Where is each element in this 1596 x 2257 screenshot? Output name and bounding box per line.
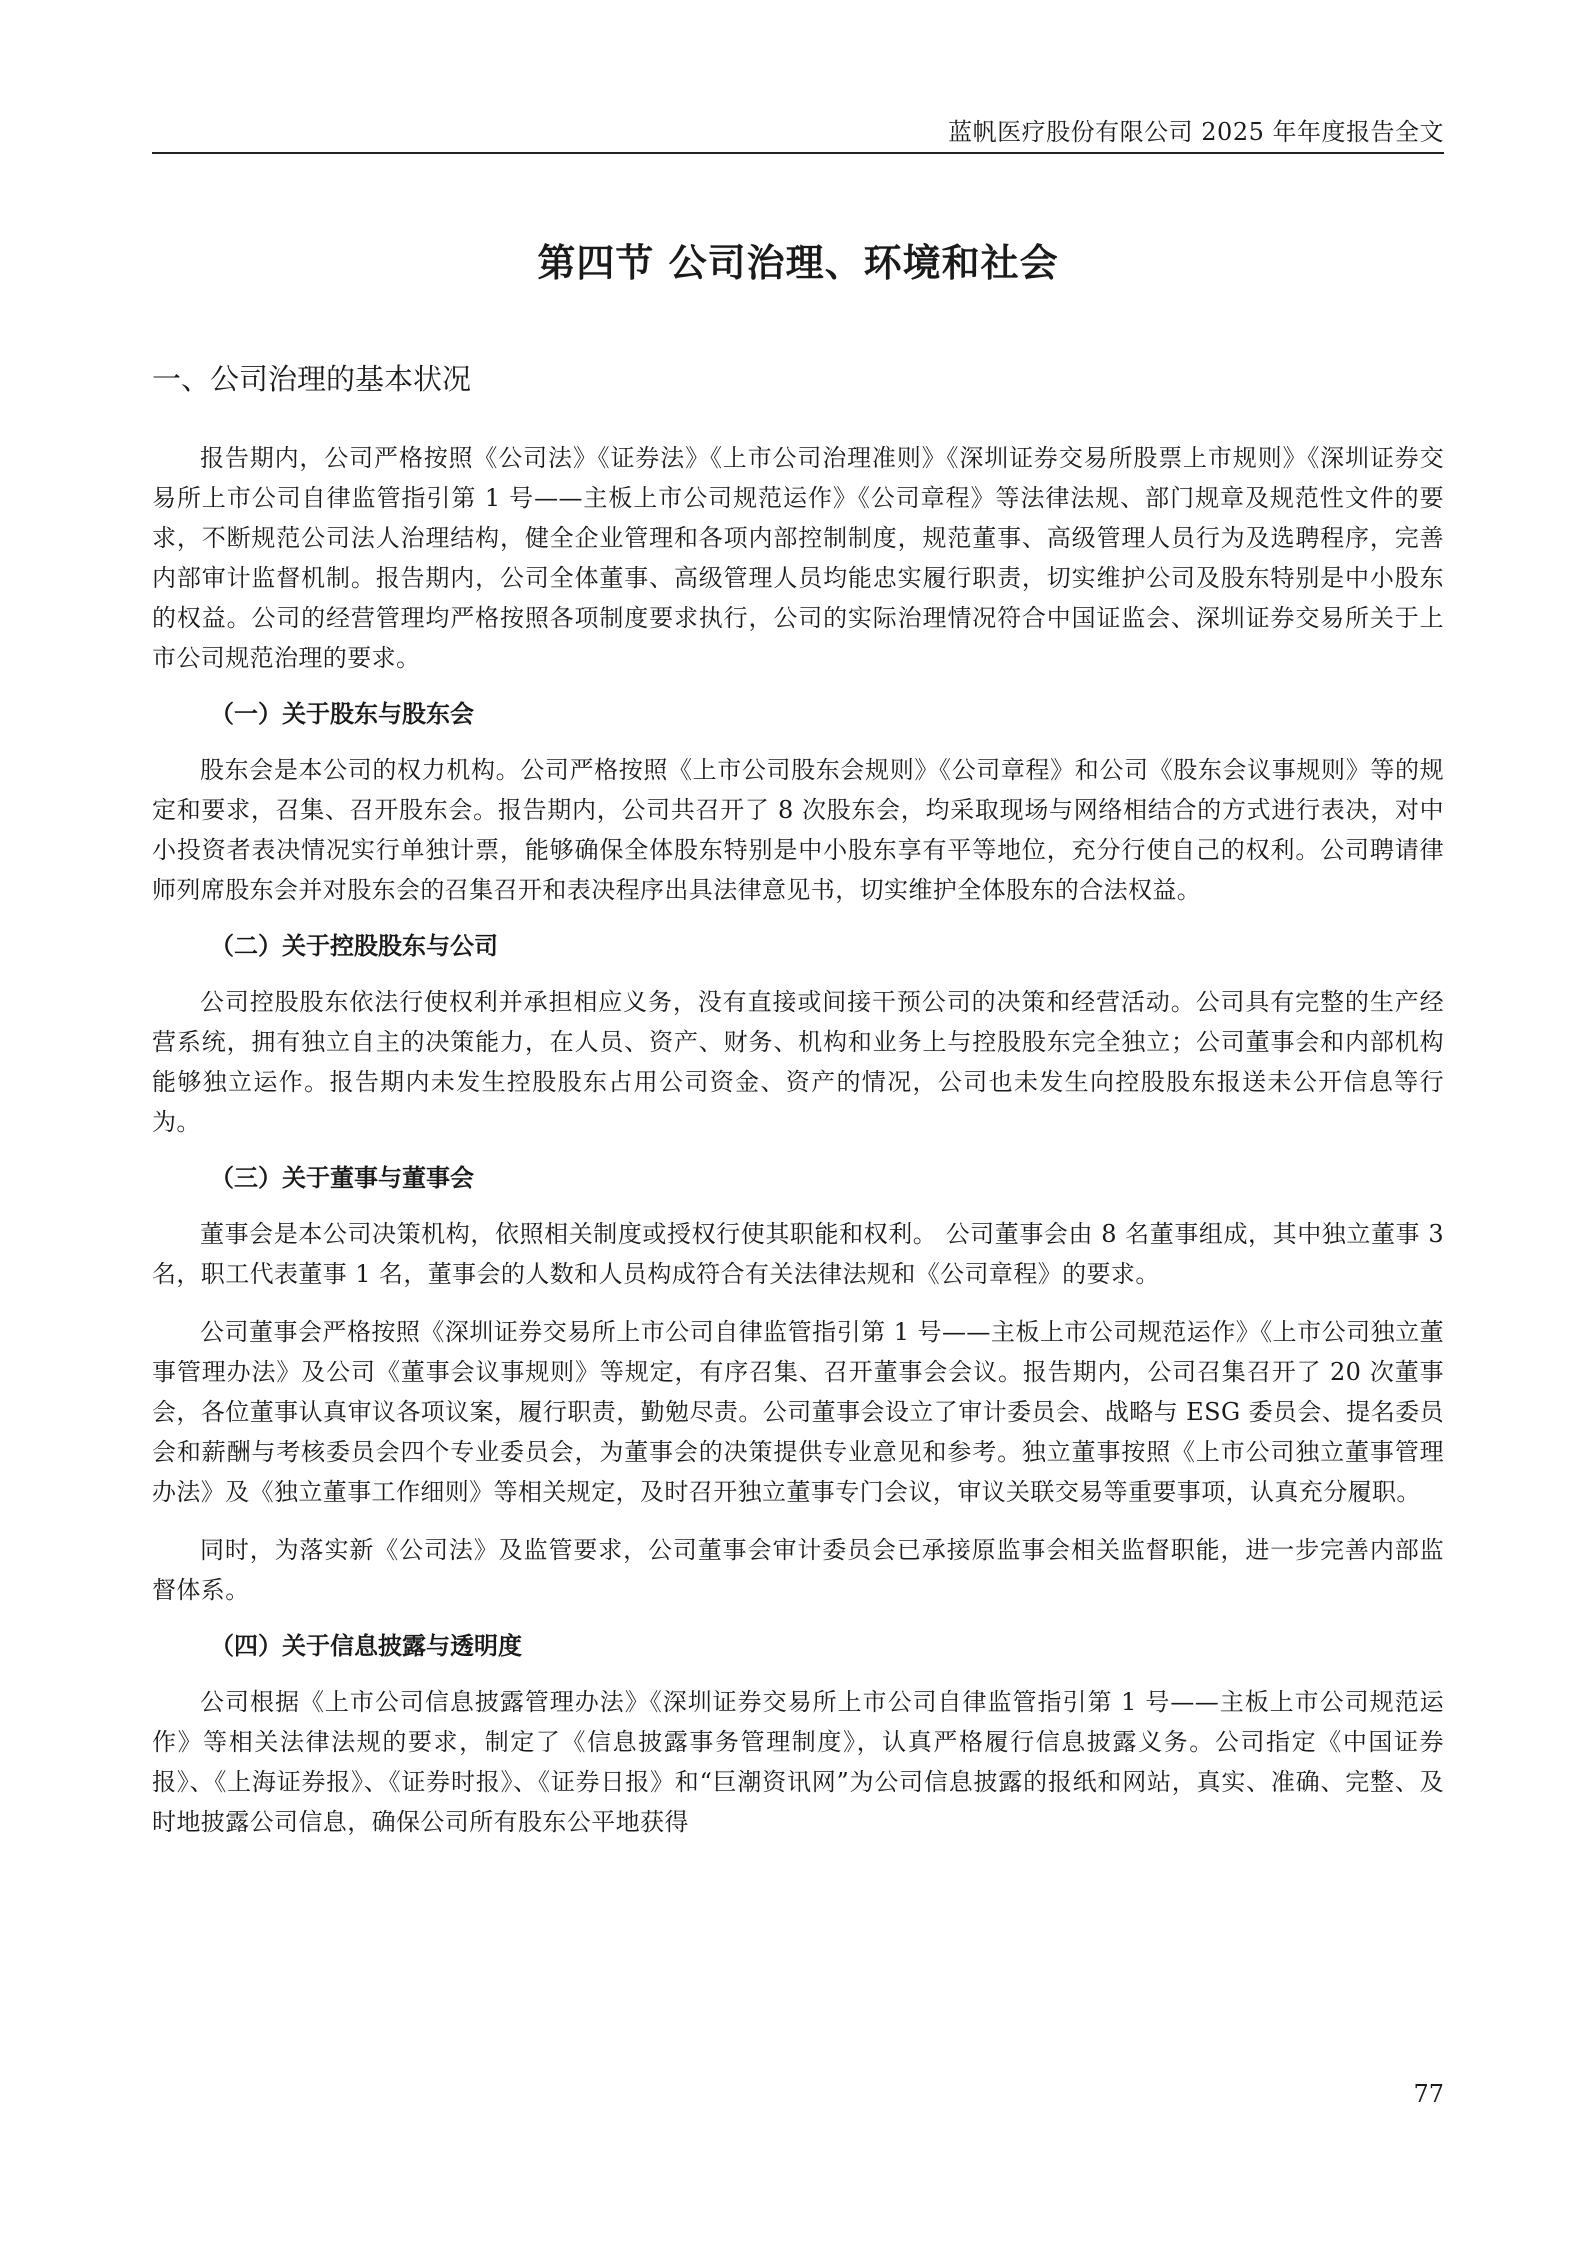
- paragraph: 同时，为落实新《公司法》及监管要求，公司董事会审计委员会已承接原监事会相关监督职能，进一步完善内部监督体系。: [152, 1536, 1444, 1604]
- paragraph: 公司控股股东依法行使权利并承担相应义务，没有直接或间接干预公司的决策和经营活动。公司具有完整的生产经营系统，拥有独立自主的决策能力，在人员、资产、财务、机构和业务上与控股股东完全独立；公司董事会和内部机构能够独立运作。报告期内未发生控股股东占用公司资金、资产的情况，公司也未发生向控股股东报送未公开信息等行为。: [152, 988, 1444, 1136]
- page-content: [152, 232, 1444, 1860]
- paragraph: 公司根据《上市公司信息披露管理办法》《深圳证券交易所上市公司自律监管指引第 1 号——主板上市公司规范运作》等相关法律法规的要求，制定了《信息披露事务管理制度》，认真严格履行信息披露义务。公司指定《中国证券报》、《上海证券报》、《证券时报》、《证券日报》和“巨潮资讯网”为公司信息披露的报纸和网站，真实、准确、完整、及时地披露公司信息，确保公司所有股东公平地获得: [152, 1688, 1444, 1836]
- running-header: 蓝帆医疗股份有限公司 2025 年年度报告全文: [948, 118, 1444, 146]
- heading-governance-overview: 一、公司治理的基本状况: [152, 362, 472, 396]
- paragraph: 公司董事会严格按照《深圳证券交易所上市公司自律监管指引第 1 号——主板上市公司规范运作》《上市公司独立董事管理办法》及公司《董事会议事规则》等规定，有序召集、召开董事会会议。报告期内，公司召集召开了 20 次董事会，各位董事认真审议各项议案，履行职责，勤勉尽责。公司董事会设立了审计委员会、战略与 ESG 委员会、提名委员会和薪酬与考核委员会四个专业委员会，为董事会的决策提供专业意见和参考。独立董事按照《上市公司独立董事管理办法》及《独立董事工作细则》等相关规定，及时召开独立董事专门会议，审议关联交易等重要事项，认真充分履职。: [152, 1318, 1444, 1506]
- intro-paragraph: 报告期内，公司严格按照《公司法》《证券法》《上市公司治理准则》《深圳证券交易所股票上市规则》《深圳证券交易所上市公司自律监管指引第 1 号——主板上市公司规范运作》《公司章程》等法律法规、部门规章及规范性文件的要求，不断规范公司法人治理结构，健全企业管理和各项内部控制制度，规范董事、高级管理人员行为及选聘程序，完善内部审计监督机制。报告期内，公司全体董事、高级管理人员均能忠实履行职责，切实维护公司及股东特别是中小股东的权益。公司的经营管理均严格按照各项制度要求执行，公司的实际治理情况符合中国证监会、深圳证券交易所关于上市公司规范治理的要求。: [152, 444, 1444, 672]
- section-title: 第四节 公司治理、环境和社会: [537, 240, 1059, 285]
- page-number: 77: [1413, 2080, 1444, 2108]
- paragraph: 股东会是本公司的权力机构。公司严格按照《上市公司股东会规则》《公司章程》和公司《股东会议事规则》等的规定和要求，召集、召开股东会。报告期内，公司共召开了 8 次股东会，均采取现场与网络相结合的方式进行表决，对中小投资者表决情况实行单独计票，能够确保全体股东特别是中小股东享有平等地位，充分行使自己的权利。公司聘请律师列席股东会并对股东会的召集召开和表决程序出具法律意见书，切实维护全体股东的合法权益。: [152, 756, 1444, 904]
- heading-shareholders: （一）关于股东与股东会: [210, 699, 474, 728]
- heading-board: （三）关于董事与董事会: [210, 1163, 474, 1192]
- header-divider: [152, 152, 1444, 154]
- paragraph: 董事会是本公司决策机构，依照相关制度或授权行使其职能和权利。 公司董事会由 8 名董事组成，其中独立董事 3 名，职工代表董事 1 名，董事会的人数和人员构成符合有关法律法规和《公司章程》的要求。: [152, 1220, 1444, 1288]
- heading-controlling-shareholder: （二）关于控股股东与公司: [210, 931, 498, 960]
- heading-disclosure: （四）关于信息披露与透明度: [210, 1631, 522, 1660]
